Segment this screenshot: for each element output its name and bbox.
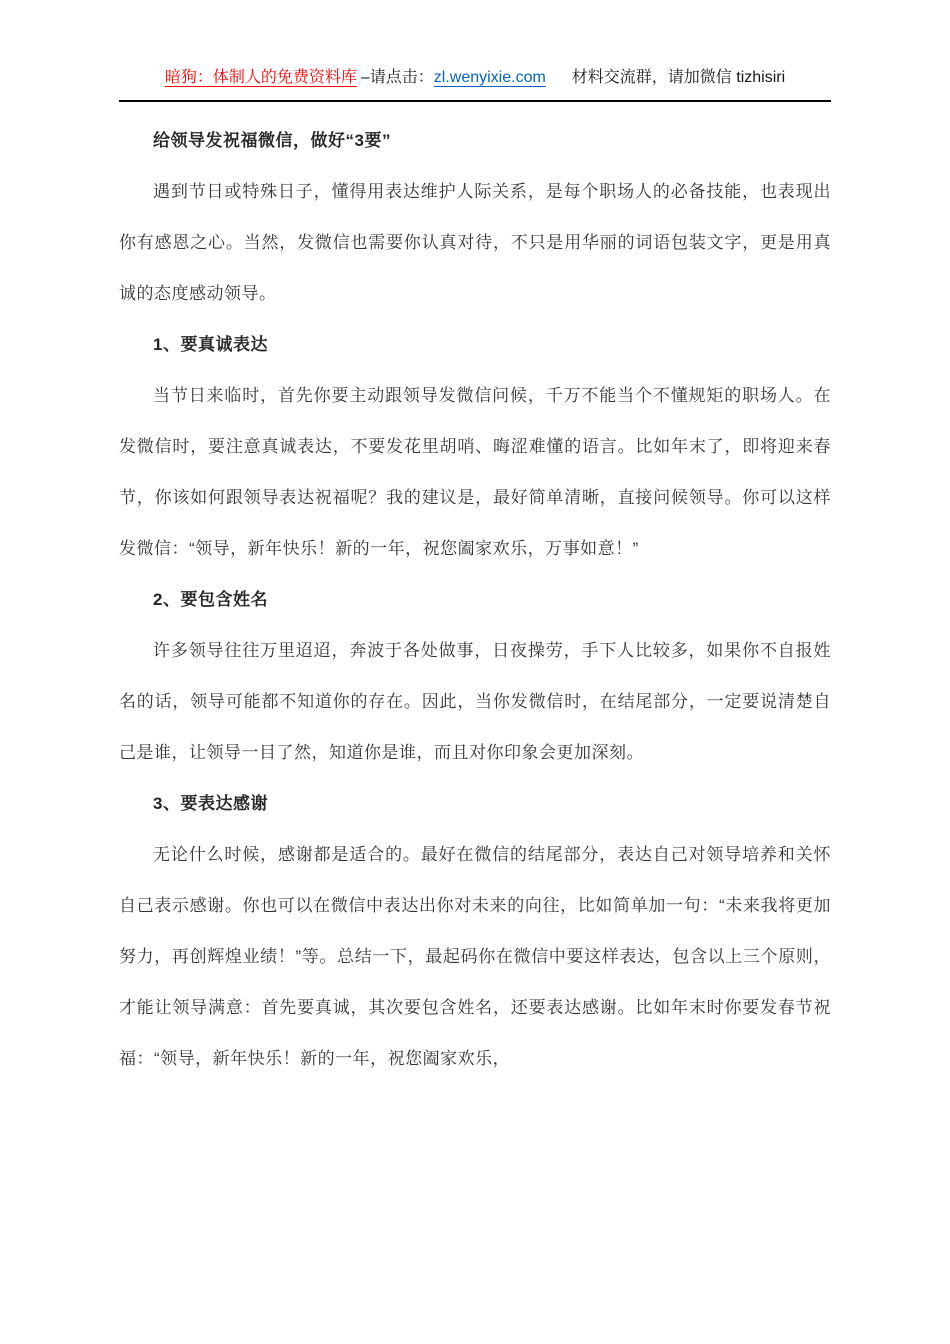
header-wechat-note: 材料交流群，请加微信 tizhisiri [571, 69, 786, 86]
page-header [119, 0, 831, 102]
document-body [119, 101, 831, 1084]
header-click-prompt: –请点击： [360, 69, 434, 86]
paragraph-section-1: 当节日来临时，首先你要主动跟领导发微信问候，千万不能当个不懂规矩的职场人。在发微信时，要注意真诚表达，不要发花里胡哨、晦涩难懂的语言。比如年末了，即将迎来春节，你该如何跟领导表达祝福呢？我的建议是，最好简单清晰，直接问候领导。你可以这样发微信：“领导，新年快乐！新的一年，祝您阖家欢乐，万事如意！” [119, 386, 831, 558]
section-heading-2: 2、要包含姓名 [153, 590, 268, 609]
header-notice: 暗狗：体制人的免费资料库 [164, 69, 357, 86]
document-title: 给领导发祝福微信，做好“3要” [153, 131, 391, 150]
paragraph-section-2: 许多领导往往万里迢迢，奔波于各处做事，日夜操劳，手下人比较多，如果你不自报姓名的话，领导可能都不知道你的存在。因此，当你发微信时，在结尾部分，一定要说清楚自己是谁，让领导一目了然，知道你是谁，而且对你印象会更加深刻。 [119, 641, 831, 762]
section-heading-1: 1、要真诚表达 [153, 335, 268, 354]
header-site-link[interactable]: zl.wenyixie.com [433, 69, 546, 86]
section-heading-3: 3、要表达感谢 [153, 794, 268, 813]
paragraph-section-3: 无论什么时候，感谢都是适合的。最好在微信的结尾部分，表达自己对领导培养和关怀自己表示感谢。你也可以在微信中表达出你对未来的向往，比如简单加一句：“未来我将更加努力，再创辉煌业绩！”等。总结一下，最起码你在微信中要这样表达，包含以上三个原则，才能让领导满意：首先要真诚，其次要包含姓名，还要表达感谢。比如年末时你要发春节祝福：“领导，新年快乐！新的一年，祝您阖家欢乐， [119, 845, 831, 1068]
paragraph-intro: 遇到节日或特殊日子，懂得用表达维护人际关系，是每个职场人的必备技能，也表现出你有感恩之心。当然，发微信也需要你认真对待，不只是用华丽的词语包装文字，更是用真诚的态度感动领导。 [119, 182, 831, 303]
